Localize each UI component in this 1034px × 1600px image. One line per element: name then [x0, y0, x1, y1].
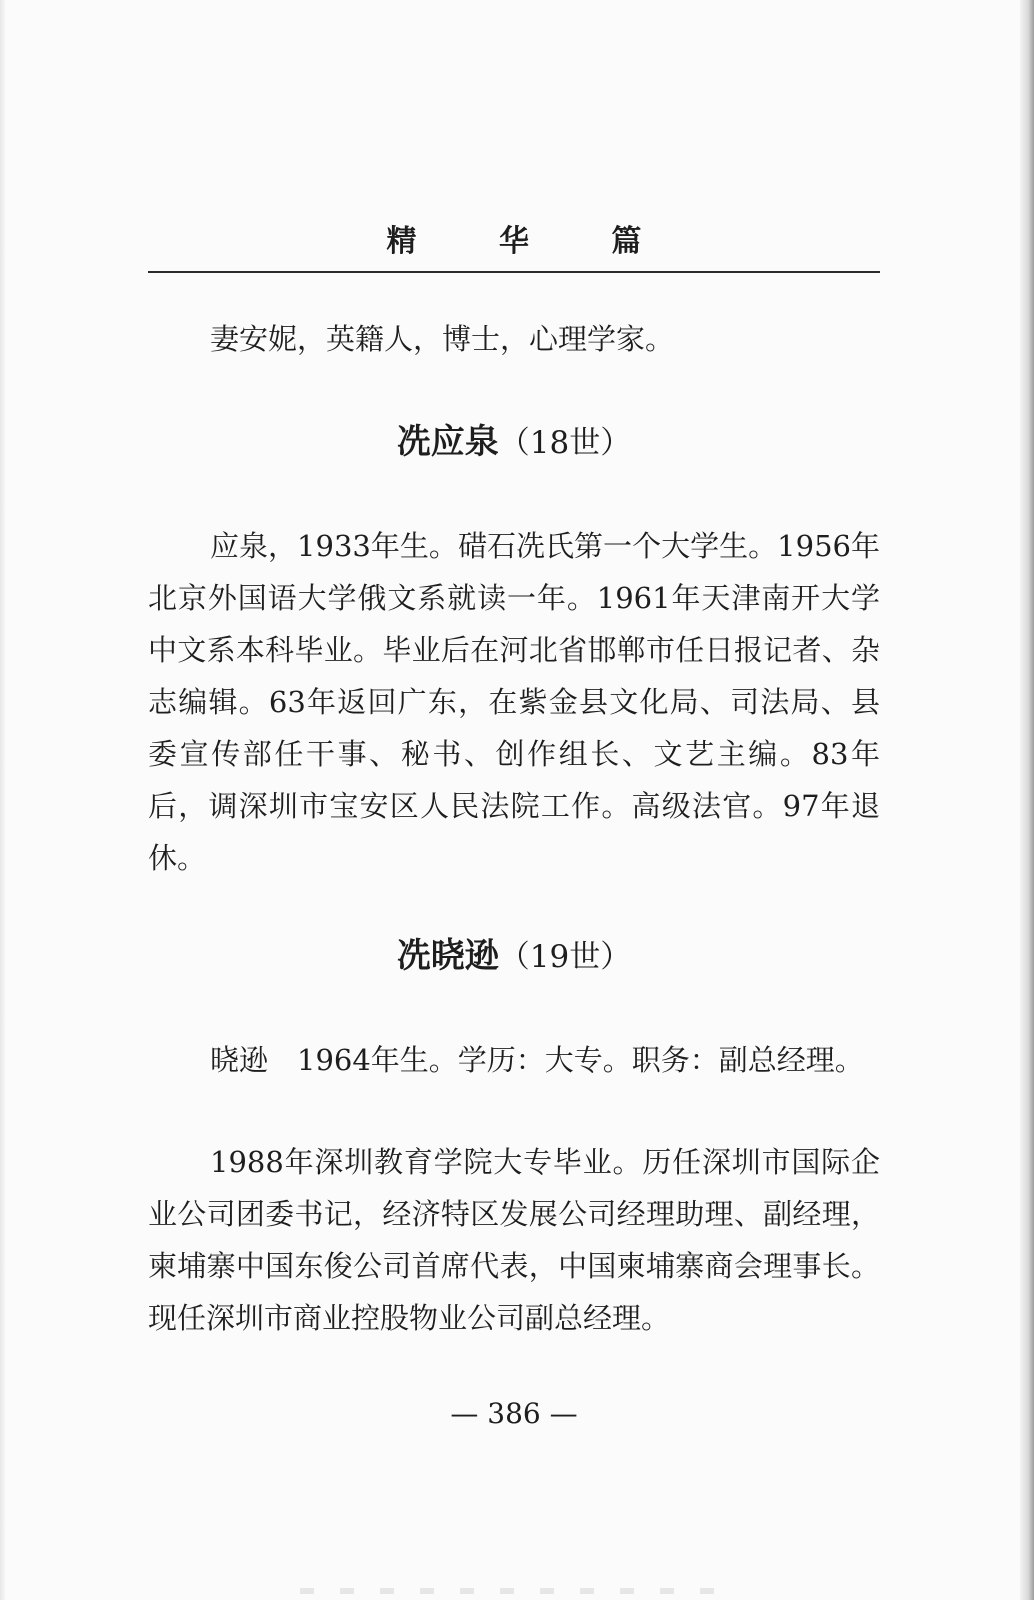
- bio-paragraph-xiaoxun-2: 1988年深圳教育学院大专毕业。历任深圳市国际企业公司团委书记，经济特区发展公司经理助理、副经理，柬埔寨中国东俊公司首席代表，中国柬埔寨商会理事长。现任深圳市商业控股物业公司副总经理。: [148, 1145, 880, 1335]
- header-rule: [148, 271, 880, 273]
- section-heading-xian-xiaoxun: [148, 934, 880, 979]
- generation-label: （18世）: [498, 425, 632, 461]
- person-name: 冼晓逊: [396, 936, 499, 976]
- generation-label: （19世）: [498, 939, 632, 975]
- page-right-edge: [1020, 0, 1034, 1600]
- section-heading-xian-yingquan: [148, 420, 880, 465]
- running-header-title: 精 华 篇: [386, 224, 678, 259]
- page-number: — 386 —: [450, 1397, 578, 1430]
- bio-paragraph-yingquan: 应泉，1933年生。碏石冼氏第一个大学生。1956年北京外国语大学俄文系就读一年。1961年天津南开大学中文系本科毕业。毕业后在河北省邯郸市任日报记者、杂志编辑。63年返回广东，在紫金县文化局、司法局、县委宣传部任干事、秘书、创作组长、文艺主编。83年后，调深圳市宝安区人民法院工作。高级法官。97年退休。: [148, 529, 880, 875]
- intro-paragraph: 妻安妮，英籍人，博士，心理学家。: [210, 322, 675, 356]
- page-left-edge: [0, 0, 6, 1600]
- bio-paragraph-xiaoxun-1: 晓逊 1964年生。学历：大专。职务：副总经理。: [210, 1043, 864, 1077]
- person-name: 冼应泉: [396, 422, 499, 462]
- scan-speckle: [300, 1588, 720, 1594]
